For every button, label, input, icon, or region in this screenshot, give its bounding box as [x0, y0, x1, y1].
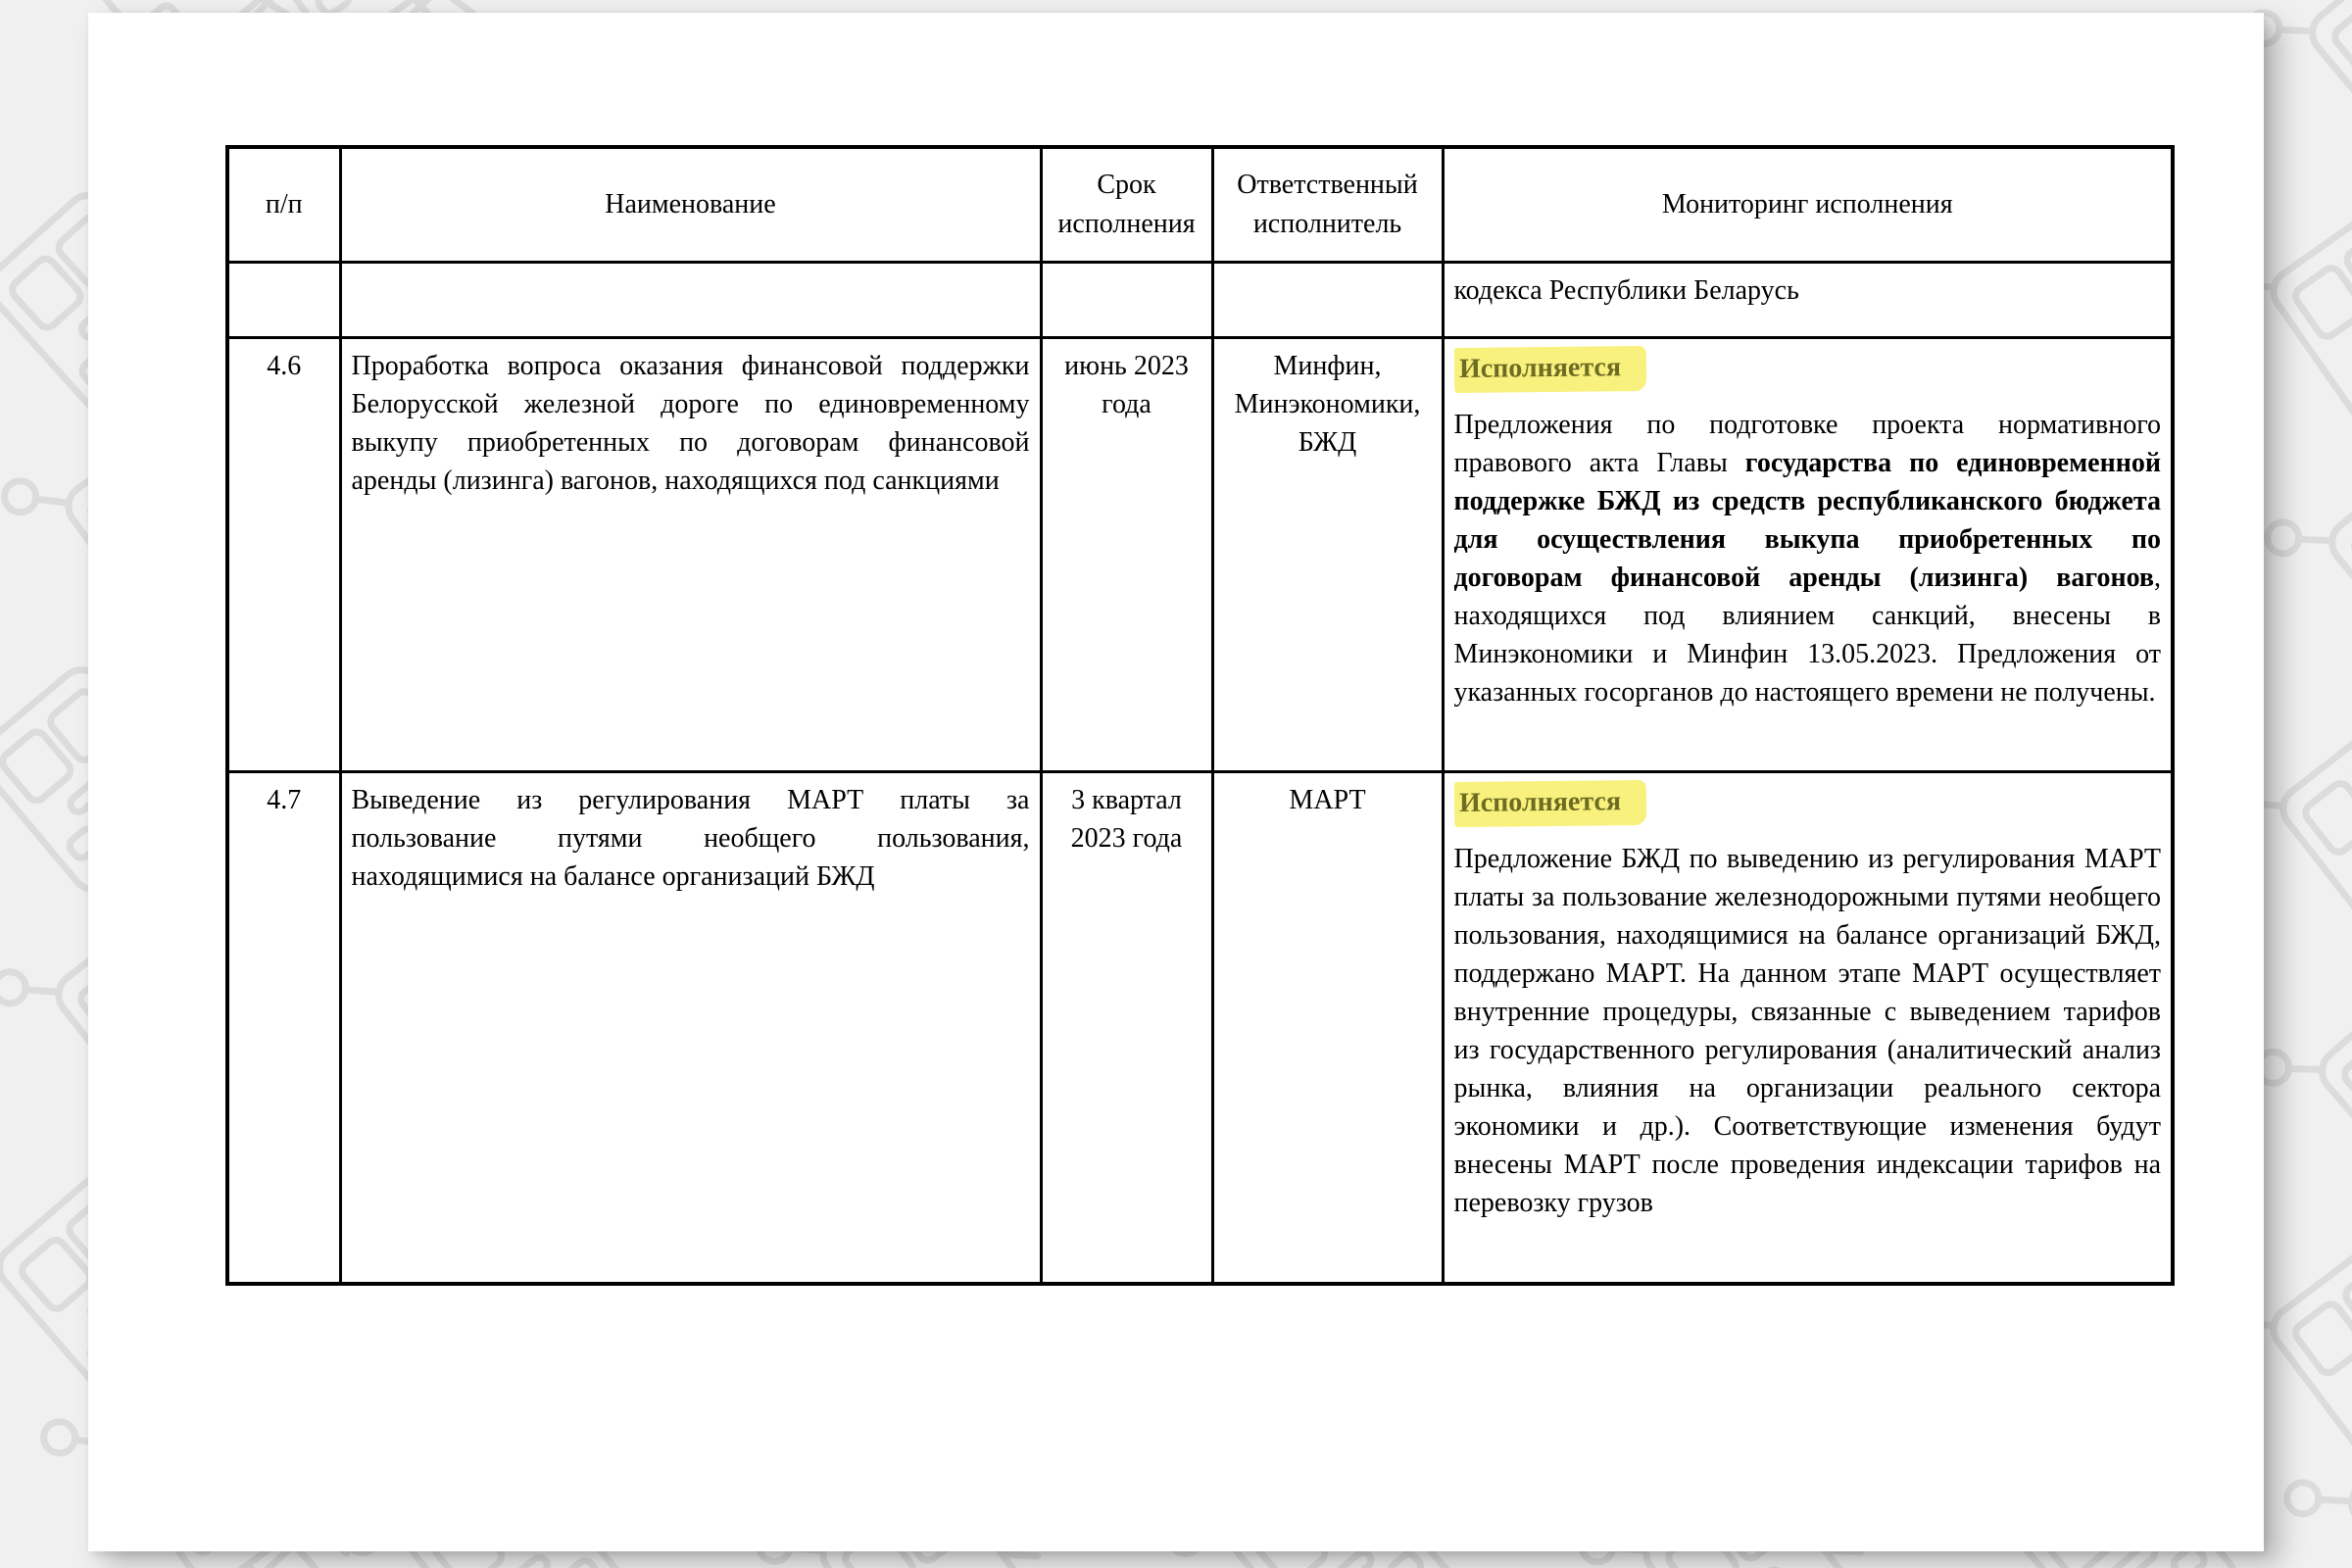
task-name: Проработка вопроса оказания финансовой поддержки Белорусской железной дороге по единовременному выкупу приобретенных по договорам финансовой аренды (лизинга) вагонов, находящихся под санкциями: [351, 350, 1030, 496]
header-num: [227, 147, 340, 262]
header-monitoring-label: Мониторинг исполнения: [1661, 188, 1953, 220]
monitoring-table: [225, 145, 2175, 1286]
table-row-4-7: [227, 771, 2173, 1284]
header-deadline-label: Срок исполнения: [1057, 169, 1196, 239]
monitoring-text: [1454, 406, 2162, 711]
empty-cell: [227, 262, 340, 337]
document-page: [88, 13, 2264, 1551]
row-number-cell: [227, 771, 340, 1284]
deadline-cell: [1041, 337, 1212, 771]
monitoring-text-bold: государства по единовременной поддержке БЖД из средств республиканского бюджета для осуществления выкупа приобретенных по договорам финансовой аренды (лизинга) вагонов: [1453, 447, 2161, 593]
header-executor-label: Ответственный исполнитель: [1237, 169, 1418, 239]
executor-cell: [1212, 337, 1443, 771]
deadline: 3 квартал 2023 года: [1070, 784, 1183, 854]
task-name: Выведение из регулирования МАРТ платы за пользование путями необщего пользования, находящимися на балансе организаций БЖД: [351, 784, 1030, 892]
header-num-label: п/п: [265, 188, 303, 220]
row-number: 4.6: [267, 350, 302, 381]
task-name-cell: [340, 771, 1041, 1284]
executor: МАРТ: [1289, 784, 1366, 815]
status-line: [1454, 347, 2162, 406]
header-name: [340, 147, 1041, 262]
status-line: [1454, 781, 2162, 840]
monitoring-text-tail: , находящихся под влиянием санкций, внесены в Минэкономики и Минфин 13.05.2023. Предложения от указанных госорганов до настоящего времени не получены.: [1453, 562, 2161, 708]
executor-cell: [1212, 771, 1443, 1284]
task-name-cell: [340, 337, 1041, 771]
header-deadline: [1041, 147, 1212, 262]
status-badge: Исполняется: [1453, 345, 1646, 392]
monitoring-cell-continuation: [1443, 262, 2173, 337]
monitoring-cell: [1443, 337, 2173, 771]
monitoring-text: [1454, 840, 2162, 1222]
table-row-4-6: [227, 337, 2173, 771]
monitoring-text-lead: Предложения по подготовке проекта нормативного правового акта Главы: [1453, 409, 2161, 478]
header-name-label: Наименование: [605, 188, 776, 220]
row-number-cell: [227, 337, 340, 771]
header-monitoring: [1443, 147, 2173, 262]
table-header-row: [227, 147, 2173, 262]
table-row-continuation: [227, 262, 2173, 337]
empty-cell: [1212, 262, 1443, 337]
header-executor: [1212, 147, 1443, 262]
monitoring-cell: [1443, 771, 2173, 1284]
monitoring-text-lead: Предложение БЖД по выведению из регулирования МАРТ платы за пользование железнодорожными путями необщего пользования, находящимися на балансе организаций БЖД, поддержано МАРТ. На данном этапе МАРТ осуществляет внутренние процедуры, связанные с выведением тарифов из государственного регулирования (аналитический анализ рынка, влияния на организации реального сектора экономики и др.). Соответствующие изменения будут внесены МАРТ после проведения индексации тарифов на перевозку грузов: [1453, 843, 2161, 1218]
row-number: 4.7: [267, 784, 302, 815]
empty-cell: [340, 262, 1041, 337]
monitoring-continuation-text: кодекса Республики Беларусь: [1453, 274, 1799, 306]
status-badge: Исполняется: [1453, 779, 1646, 826]
deadline-cell: [1041, 771, 1212, 1284]
deadline: июнь 2023 года: [1064, 350, 1189, 419]
empty-cell: [1041, 262, 1212, 337]
executor: Минфин, Минэкономики, БЖД: [1234, 350, 1421, 458]
